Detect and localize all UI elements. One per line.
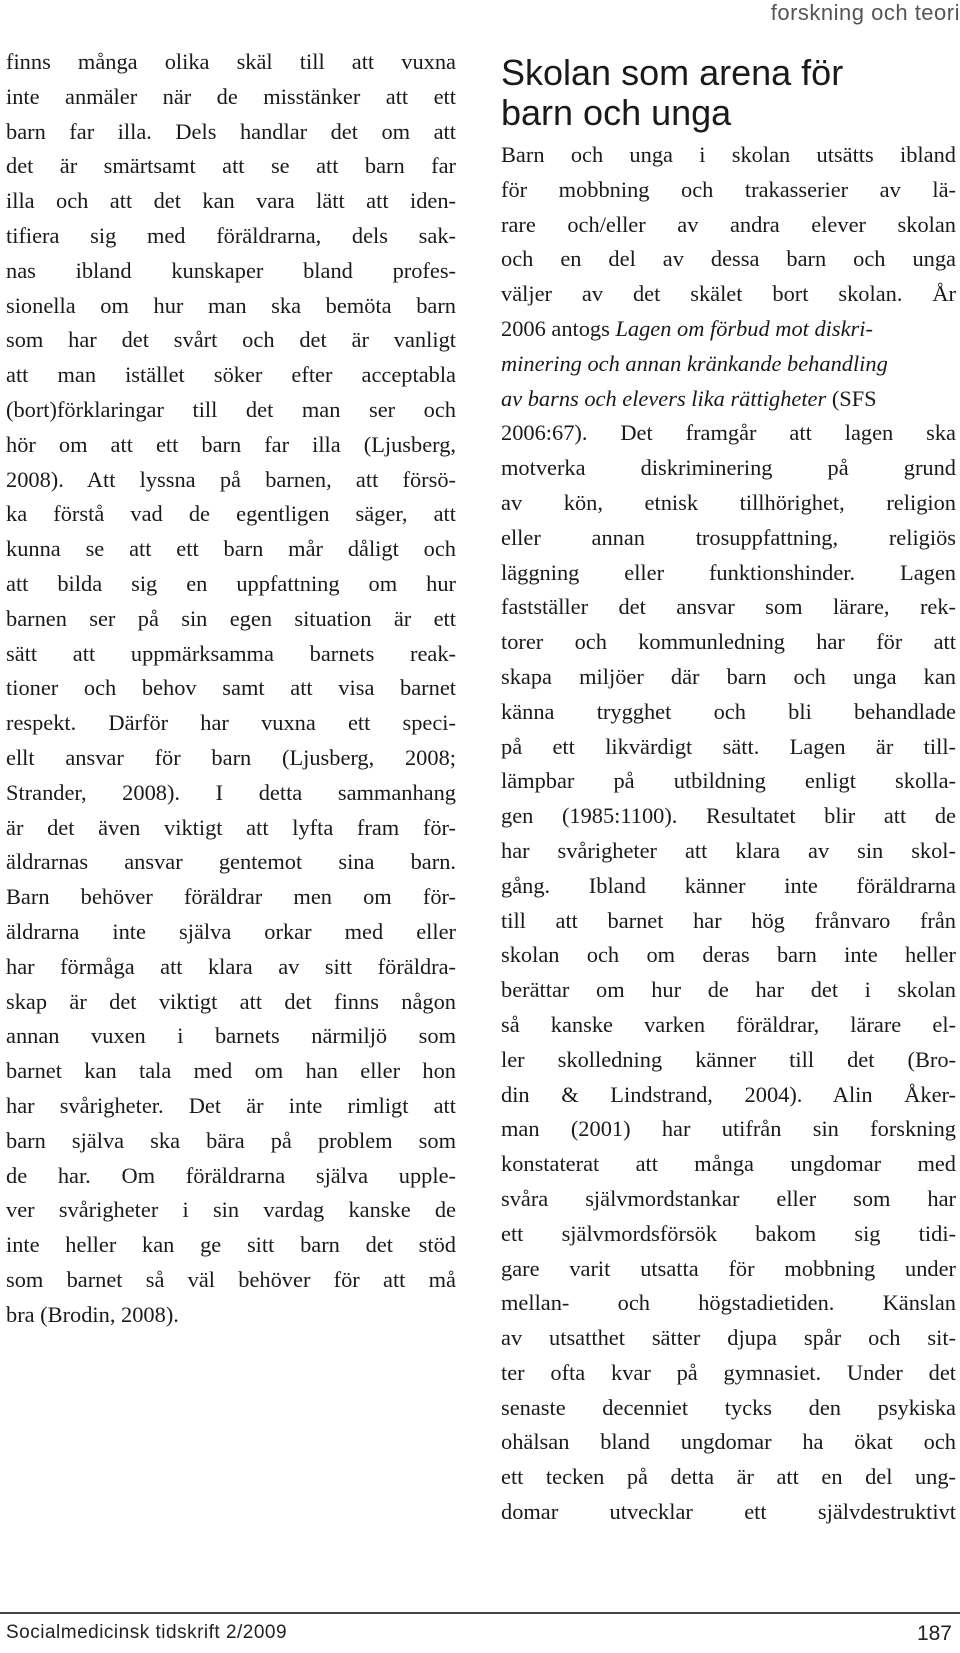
right-line-text: 2006 antogs bbox=[501, 315, 616, 341]
left-line: hör om att ett barn far illa (Ljusberg, bbox=[6, 431, 456, 457]
right-line: av kön, etnisk tillhörighet, religion bbox=[501, 489, 956, 515]
left-line: äldrarnas ansvar gentemot sina barn. bbox=[6, 849, 456, 875]
left-line: barn själva ska bära på problem som bbox=[6, 1127, 456, 1153]
right-line: eller annan trosuppfattning, religiös bbox=[501, 524, 956, 550]
right-line: domar utvecklar ett självdestruktivt bbox=[501, 1499, 956, 1525]
left-line: kunna se att ett barn mår dåligt och bbox=[6, 536, 456, 562]
right-line bbox=[501, 382, 956, 417]
left-line: ka förstå vad de egentligen säger, att bbox=[6, 501, 456, 527]
right-line: och en del av dessa barn och unga bbox=[501, 246, 956, 272]
left-line: har förmåga att klara av sitt föräldra- bbox=[6, 953, 456, 979]
left-line: barnet kan tala med om han eller hon bbox=[6, 1058, 456, 1084]
left-line: Barn behöver föräldrar men om för- bbox=[6, 884, 456, 910]
sfs-reference: (SFS bbox=[826, 385, 877, 411]
right-line: rare och/eller av andra elever skolan bbox=[501, 211, 956, 237]
right-line: ett självmordsförsök bakom sig tidi- bbox=[501, 1220, 956, 1246]
left-line: barn far illa. Dels handlar det om att bbox=[6, 118, 456, 144]
right-line: väljer av det skälet bort skolan. År bbox=[501, 281, 956, 307]
right-line: man (2001) har utifrån sin forskning bbox=[501, 1116, 956, 1142]
left-line: har svårigheter. Det är inte rimligt att bbox=[6, 1092, 456, 1118]
left-line: inte anmäler när de misstänker att ett bbox=[6, 83, 456, 109]
right-line: Barn och unga i skolan utsätts ibland bbox=[501, 142, 956, 167]
left-line: ellt ansvar för barn (Ljusberg, 2008; bbox=[6, 744, 456, 770]
left-line: att man istället söker efter acceptabla bbox=[6, 362, 456, 388]
section-heading-line: Skolan som arena för bbox=[501, 52, 844, 93]
right-line: motverka diskriminering på grund bbox=[501, 455, 956, 481]
section-heading-line: barn och unga bbox=[501, 92, 732, 133]
left-line: är det även viktigt att lyfta fram för- bbox=[6, 814, 456, 840]
right-line: fastställer det ansvar som lärare, rek- bbox=[501, 594, 956, 620]
right-line: har svårigheter att klara av sin skol- bbox=[501, 837, 956, 863]
right-line: känna trygghet och bli behandlade bbox=[501, 698, 956, 724]
right-line: mellan- och högstadietiden. Känslan bbox=[501, 1290, 956, 1316]
right-line: konstaterat att många ungdomar med bbox=[501, 1151, 956, 1177]
left-line: som barnet så väl behöver för att må bbox=[6, 1266, 456, 1292]
left-line: 2008). Att lyssna på barnen, att försö- bbox=[6, 466, 456, 492]
left-line: nas ibland kunskaper bland profes- bbox=[6, 257, 456, 283]
left-line: som har det svårt och det är vanligt bbox=[6, 327, 456, 353]
left-line: (bort)förklaringar till det man ser och bbox=[6, 396, 456, 422]
right-line: senaste decenniet tycks den psykiska bbox=[501, 1394, 956, 1420]
left-line: sätt att uppmärksamma barnets reak- bbox=[6, 640, 456, 666]
right-line: ett tecken på detta är att en del ung- bbox=[501, 1464, 956, 1490]
right-line: skolan och om deras barn inte heller bbox=[501, 942, 956, 968]
left-line: ver svårigheter i sin vardag kanske de bbox=[6, 1197, 456, 1223]
journal-name: Socialmedicinsk tidskrift 2/2009 bbox=[6, 1622, 288, 1643]
right-line: din & Lindstrand, 2004). Alin Åker- bbox=[501, 1081, 956, 1107]
right-line: så kanske varken föräldrar, lärare el- bbox=[501, 1011, 956, 1037]
right-line: ohälsan bland ungdomar ha ökat och bbox=[501, 1429, 956, 1455]
left-line: sionella om hur man ska bemöta barn bbox=[6, 292, 456, 318]
right-line: berättar om hur de har det i skolan bbox=[501, 977, 956, 1003]
section-label: forskning och teori bbox=[770, 0, 960, 25]
law-title: minering och annan kränkande behandling bbox=[501, 350, 888, 376]
left-line: finns många olika skäl till att vuxna bbox=[6, 49, 456, 74]
right-line: torer och kommunledning har för att bbox=[501, 629, 956, 655]
left-line: illa och att det kan vara lätt att iden- bbox=[6, 188, 456, 214]
right-line: svåra självmordstankar eller som har bbox=[501, 1185, 956, 1211]
left-line: att bilda sig en uppfattning om hur bbox=[6, 570, 456, 596]
left-column bbox=[6, 45, 456, 1332]
left-line: skap är det viktigt att det finns någon bbox=[6, 988, 456, 1014]
left-line: äldrarna inte själva orkar med eller bbox=[6, 918, 456, 944]
footer-divider bbox=[0, 1612, 960, 1614]
right-line: till att barnet har hög frånvaro från bbox=[501, 907, 956, 933]
left-line: Strander, 2008). I detta sammanhang bbox=[6, 779, 456, 805]
left-line: respekt. Därför har vuxna ett speci- bbox=[6, 710, 456, 736]
section-body bbox=[501, 138, 956, 1530]
right-line: för mobbning och trakasserier av lä- bbox=[501, 176, 956, 202]
right-line: gare varit utsatta för mobbning under bbox=[501, 1255, 956, 1281]
law-title: Lagen om förbud mot diskri- bbox=[615, 315, 873, 341]
left-line: inte heller kan ge sitt barn det stöd bbox=[6, 1232, 456, 1258]
right-line: gen (1985:1100). Resultatet blir att de bbox=[501, 803, 956, 829]
right-line bbox=[501, 312, 956, 347]
right-line: lämpbar på utbildning enligt skolla- bbox=[501, 768, 956, 794]
left-line: de har. Om föräldrarna själva upple- bbox=[6, 1162, 456, 1188]
section-heading bbox=[501, 53, 956, 133]
right-line: ter ofta kvar på gymnasiet. Under det bbox=[501, 1359, 956, 1385]
right-line: skapa miljöer där barn och unga kan bbox=[501, 663, 956, 689]
left-line: tioner och behov samt att visa barnet bbox=[6, 675, 456, 701]
law-title: av barns och elevers lika rättigheter bbox=[501, 385, 827, 411]
right-line: på ett likvärdigt sätt. Lagen är till- bbox=[501, 733, 956, 759]
right-column bbox=[501, 45, 956, 1530]
right-line: gång. Ibland känner inte föräldrarna bbox=[501, 872, 956, 898]
right-line: av utsatthet sätter djupa spår och sit- bbox=[501, 1325, 956, 1351]
right-line: ler skolledning känner till det (Bro- bbox=[501, 1046, 956, 1072]
page-number: 187 bbox=[916, 1622, 952, 1645]
left-line: tifiera sig med föräldrarna, dels sak- bbox=[6, 222, 456, 248]
left-line: bra (Brodin, 2008). bbox=[6, 1301, 179, 1327]
left-line: det är smärtsamt att se att barn far bbox=[6, 153, 456, 179]
right-line: läggning eller funktionshinder. Lagen bbox=[501, 559, 956, 585]
left-line: barnen ser på sin egen situation är ett bbox=[6, 605, 456, 631]
left-line: annan vuxen i barnets närmiljö som bbox=[6, 1023, 456, 1049]
right-line: 2006:67). Det framgår att lagen ska bbox=[501, 420, 956, 446]
